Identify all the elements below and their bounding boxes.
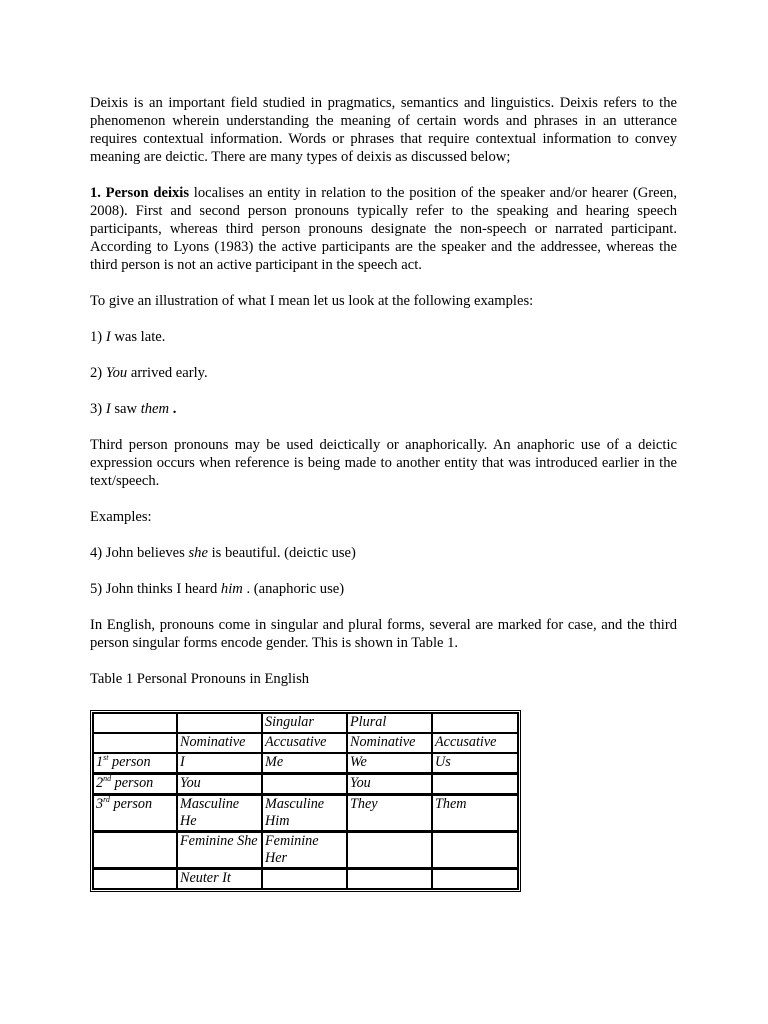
table-cell (262, 774, 347, 795)
table-cell: Neuter It (177, 869, 262, 889)
table-row (93, 774, 518, 795)
table-cell: You (347, 774, 432, 795)
table-caption: Table 1 Personal Pronouns in English (90, 671, 310, 687)
english-paragraph: In English, pronouns come in singular and plural forms, several are marked for case, and the third person singular forms encode gender. This is shown in Table 1. (90, 617, 677, 651)
example-number: 1) (90, 329, 106, 345)
example-1 (90, 328, 677, 346)
person-ordinal: rd (103, 795, 110, 804)
table-cell: They (347, 795, 432, 832)
table-cell: Me (262, 753, 347, 774)
person-ordinal: st (103, 753, 109, 762)
table-cell (93, 713, 177, 733)
table-cell-second-person (93, 774, 177, 795)
example-4 (90, 544, 677, 562)
example-pronoun: I (105, 329, 111, 345)
example-pre: 5) John thinks I heard (90, 581, 221, 597)
example-pronoun: she (188, 545, 208, 561)
example-rest: was late. (110, 329, 166, 345)
pronoun-table (90, 710, 521, 892)
table-cell (93, 733, 177, 753)
table-cell (93, 832, 177, 869)
table-cell-plural: Plural (347, 713, 432, 733)
illustration-paragraph: To give an illustration of what I mean let us look at the following examples: (90, 293, 534, 309)
example-post: . (anaphoric use) (242, 581, 345, 597)
person-number: 1 (96, 754, 104, 770)
example-pronoun: You (105, 365, 128, 381)
example-number: 2) (90, 365, 106, 381)
example-pre: 4) John believes (90, 545, 189, 561)
document-page (90, 94, 677, 892)
person-deixis-heading: 1. Person deixis (90, 185, 190, 201)
example-3 (90, 400, 677, 418)
example-end: . (169, 401, 177, 417)
intro-paragraph: Deixis is an important field studied in pragmatics, semantics and linguistics. Deixis refers to the phenomenon wherein understanding the meaning of certain words and phrases in an utterance requires contextual information. Words or phrases that require contextual information to convey meaning are deictic. There are many types of deixis as discussed below; (90, 95, 677, 165)
table-cell (432, 869, 518, 889)
table-cell: I (177, 753, 262, 774)
table-row (93, 869, 518, 889)
table-cell: Masculine He (177, 795, 262, 832)
table-cell-accusative: Accusative (262, 733, 347, 753)
table-cell (432, 713, 518, 733)
table-row (93, 795, 518, 832)
table-cell-first-person (93, 753, 177, 774)
table-cell (432, 774, 518, 795)
third-person-paragraph: Third person pronouns may be used deictically or anaphorically. An anaphoric use of a deictic expression occurs when reference is being made to another entity that was introduced earlier in the text/speech. (90, 437, 677, 489)
examples-label: Examples: (90, 509, 152, 525)
table-cell (347, 869, 432, 889)
table-cell-nominative: Nominative (347, 733, 432, 753)
table-row (93, 753, 518, 774)
table-row (93, 733, 518, 753)
person-label: person (111, 775, 154, 791)
person-deixis-paragraph (90, 184, 677, 274)
table-cell: We (347, 753, 432, 774)
person-ordinal: nd (103, 774, 112, 783)
example-post: is beautiful. (deictic use) (207, 545, 356, 561)
table-cell: Feminine She (177, 832, 262, 869)
table-cell (432, 832, 518, 869)
example-verb: saw (110, 401, 141, 417)
table-cell: Feminine Her (262, 832, 347, 869)
example-object: them (140, 401, 170, 417)
table-cell-third-person (93, 795, 177, 832)
example-rest: arrived early. (127, 365, 208, 381)
example-5 (90, 580, 677, 598)
person-number: 2 (96, 775, 104, 791)
table-cell (177, 713, 262, 733)
example-number: 3) (90, 401, 106, 417)
person-deixis-text: localises an entity in relation to the position of the speaker and/or hearer (Green, 2008). First and second person pronouns typically refer to the speaking and hearing speech participants, whereas third person pronouns designate the non-speech or narrated participant. According to Lyons (1983) the active participants are the speaker and the addressee, whereas the third person is not an active participant in the speech act. (90, 185, 678, 273)
table-cell: Us (432, 753, 518, 774)
table-cell-nominative: Nominative (177, 733, 262, 753)
example-pronoun: him (220, 581, 243, 597)
table-cell (347, 832, 432, 869)
table-row (93, 713, 518, 733)
table-cell-singular: Singular (262, 713, 347, 733)
table-cell (93, 869, 177, 889)
table-cell: Them (432, 795, 518, 832)
table-row (93, 832, 518, 869)
example-subject: I (105, 401, 111, 417)
table-cell (262, 869, 347, 889)
person-label: person (109, 796, 153, 812)
person-label: person (108, 754, 151, 770)
table-cell: Masculine Him (262, 795, 347, 832)
person-number: 3 (96, 796, 104, 812)
table-cell: You (177, 774, 262, 795)
table-cell-accusative: Accusative (432, 733, 518, 753)
example-2 (90, 364, 677, 382)
